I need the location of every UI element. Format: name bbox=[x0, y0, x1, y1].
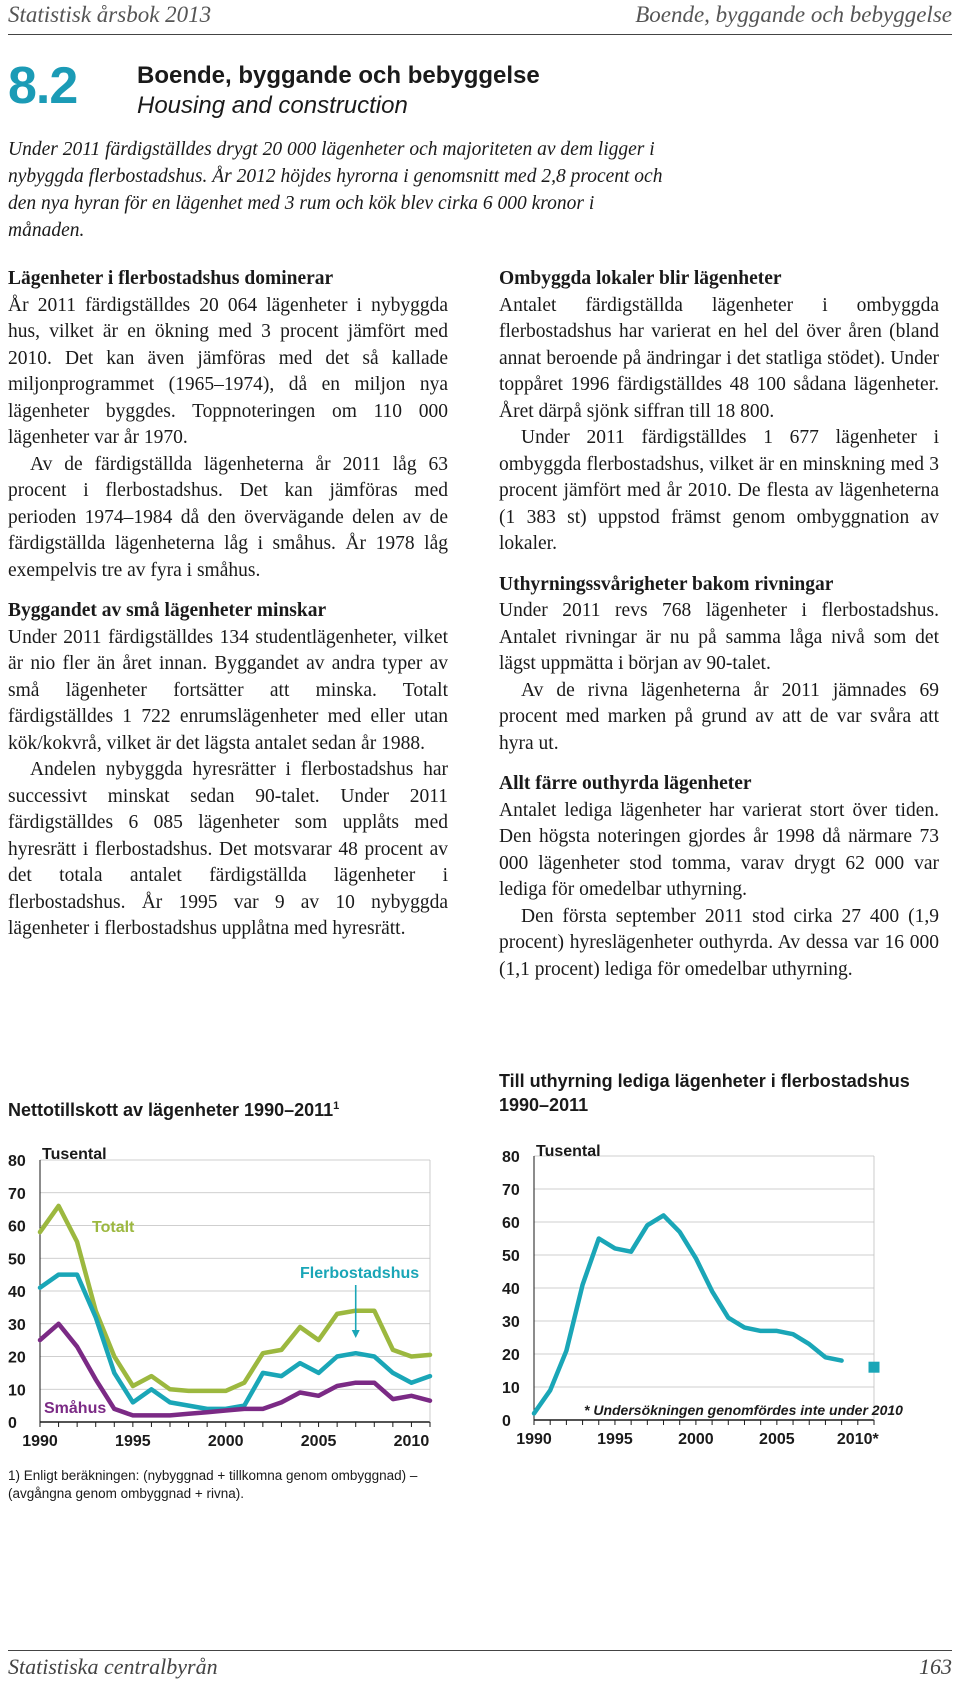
chart1-y-tick-label: 20 bbox=[8, 1349, 26, 1367]
page-number: 163 bbox=[919, 1654, 952, 1679]
paragraph: Av de rivna lägenheterna år 2011 jämnades 69 procent med marken på grund av att de var svåra att hyra ut. bbox=[499, 679, 939, 754]
section-heading: Ombyggda lokaler blir lägenheter bbox=[499, 268, 782, 289]
chart1-x-tick-label: 1995 bbox=[115, 1433, 151, 1450]
chart1-y-tick-label: 30 bbox=[8, 1316, 26, 1334]
chart2-y-tick-label: 50 bbox=[502, 1248, 520, 1265]
chart2-note: * Undersökningen genomfördes inte under 2010 bbox=[584, 1402, 903, 1418]
chart1-x-tick-label: 2000 bbox=[207, 1433, 244, 1450]
chart2-y-tick-label: 30 bbox=[502, 1314, 520, 1331]
chart2-series-line bbox=[534, 1215, 842, 1413]
chart1-y-tick-label: 70 bbox=[8, 1185, 26, 1203]
chart2-marker-2011 bbox=[869, 1362, 880, 1373]
running-header-right: Boende, byggande och bebyggelse bbox=[635, 2, 952, 27]
chart1-x-tick-label: 2010 bbox=[393, 1433, 430, 1450]
chart1-y-tick-label: 10 bbox=[8, 1382, 26, 1400]
chart2-y-tick-label: 20 bbox=[502, 1347, 520, 1364]
chart2-unit-label: Tusental bbox=[536, 1143, 601, 1160]
chart2-y-tick-label: 0 bbox=[502, 1413, 511, 1430]
chart2-x-tick-label: 2000 bbox=[678, 1431, 714, 1448]
chart2-title: Till uthyrning lediga lägenheter i flerbostadshus 1990–2011 bbox=[499, 1071, 910, 1115]
chart1-y-tick-label: 50 bbox=[8, 1251, 26, 1269]
footer-publisher: Statistiska centralbyrån bbox=[8, 1654, 218, 1679]
chart1-y-tick-label: 40 bbox=[8, 1284, 26, 1301]
section-heading: Byggandet av små lägenheter minskar bbox=[8, 600, 327, 621]
paragraph: Under 2011 revs 768 lägenheter i flerbostadshus. Antalet rivningar är nu på samma låga nivå som det lägst uppmätta i början av 90-talet. bbox=[499, 600, 939, 674]
chapter-number: 8.2 bbox=[8, 57, 78, 115]
chart2-x-tick-label: 2005 bbox=[759, 1431, 795, 1448]
chart1-title bbox=[8, 1094, 448, 1122]
chart1-unit-label: Tusental bbox=[42, 1146, 107, 1163]
section-heading: Lägenheter i flerbostadshus dominerar bbox=[8, 268, 334, 289]
section-heading: Allt färre outhyrda lägenheter bbox=[499, 773, 752, 794]
paragraph: År 2011 färdigställdes 20 064 lägenheter i nybyggda hus, vilket är en ökning med 3 procent jämfört med 2010. Det kan även jämföras med det så kallade miljonprogrammet (1965–1974), då en miljon nya lägenheter byggdes. Toppnoteringen om 110 000 lägenheter var år 1970. bbox=[8, 294, 448, 448]
chart1-series-label-flerbostadshus: Flerbostadshus bbox=[300, 1265, 420, 1282]
chart2-svg bbox=[492, 1120, 960, 1460]
header-rule bbox=[8, 34, 952, 35]
chart2-y-tick-labels bbox=[502, 1149, 520, 1430]
chart1-title-text: Nettotillskott av lägenheter 1990–2011 bbox=[8, 1100, 334, 1120]
chart2-x-tick-label: 1990 bbox=[516, 1431, 552, 1448]
chart2-grid bbox=[534, 1156, 874, 1425]
chart1-x-tick-label: 2005 bbox=[300, 1433, 337, 1450]
chart2-y-tick-label: 70 bbox=[502, 1182, 520, 1199]
chart1-y-tick-label: 0 bbox=[8, 1415, 17, 1432]
chart1-title-footnote-marker: 1 bbox=[333, 1100, 340, 1112]
chart-footnote: 1) Enligt beräkningen: (nybyggnad + tillkomna genom ombyggnad) – (avgångna genom ombyggnad + rivna). bbox=[8, 1468, 418, 1501]
chart2-y-tick-label: 80 bbox=[502, 1149, 520, 1166]
right-text-column bbox=[499, 266, 939, 983]
chart2-x-tick-label: 1995 bbox=[597, 1431, 633, 1448]
chart1-series bbox=[40, 1206, 430, 1416]
chart1-arrow-head bbox=[352, 1330, 360, 1338]
paragraph: Under 2011 färdigställdes 1 677 lägenheter i ombyggda flerbostadshus, vilket är en minskning med 3 procent jämfört med år 2010. De flesta av lägenheterna (1 383 st) uppstod främst genom ombyggnation av lokaler. bbox=[499, 427, 939, 554]
chart2-series bbox=[534, 1215, 880, 1413]
chart1-svg bbox=[0, 1120, 470, 1460]
intro-paragraph: Under 2011 färdigställdes drygt 20 000 lägenheter och majoriteten av dem ligger i nybyggda flerbostadshus. År 2012 höjdes hyrorna i genomsnitt med 2,8 procent och den nya hyran för en lägenhet med 3 rum och kök blev cirka 6 000 kronor i månaden. bbox=[8, 139, 663, 241]
chart1-series-label-smahus: Småhus bbox=[44, 1400, 107, 1417]
running-header-left: Statistisk årsbok 2013 bbox=[8, 2, 212, 27]
paragraph: Andelen nybyggda hyresrätter i flerbostadshus har successivt minskat sedan 90-talet. Under 2011 färdigställdes 6 085 lägenheter som upplåts med hyresrätt i flerbostadshus. Det motsvarar 48 procent av det totala antalet färdigställda lägenheter i flerbostadshus. År 1995 var 9 av 10 nybyggda lägenheter i flerbostadshus upplåtna med hyresrätt. bbox=[8, 759, 448, 939]
section-heading: Uthyrningssvårigheter bakom rivningar bbox=[499, 573, 834, 595]
chart2-x-tick-labels bbox=[516, 1431, 879, 1448]
chart1-x-tick-labels bbox=[22, 1433, 429, 1450]
footer-rule bbox=[8, 1650, 952, 1651]
chart1-series-label-totalt: Totalt bbox=[92, 1219, 135, 1236]
chart2-y-tick-label: 40 bbox=[502, 1281, 520, 1298]
paragraph: Den första september 2011 stod cirka 27 400 (1,9 procent) hyreslägenheter outhyrda. Av dessa var 16 000 (1,1 procent) lediga för omedelbar uthyrning. bbox=[499, 905, 939, 980]
left-text-column bbox=[8, 266, 448, 943]
chapter-title: Boende, byggande och bebyggelse bbox=[137, 62, 540, 89]
paragraph: Antalet färdigställda lägenheter i ombyggda flerbostadshus har varierat en hel del över åren (bland annat beroende på ändringar i det statliga stödet). Under toppåret 1996 färdigställdes 48 100 sådana lägenheter. Året därpå sjönk siffran till 18 800. bbox=[499, 294, 939, 422]
chart1-y-tick-labels bbox=[8, 1153, 26, 1432]
chart2-y-tick-label: 10 bbox=[502, 1380, 520, 1397]
chart1-y-tick-label: 60 bbox=[8, 1218, 26, 1236]
chart2-y-tick-label: 60 bbox=[502, 1215, 520, 1232]
chart1-y-tick-label: 80 bbox=[8, 1153, 26, 1170]
paragraph: Antalet lediga lägenheter har varierat stort över tiden. Den högsta noteringen gjordes år 1998 då närmare 73 000 lägenheter stod tomma, varav drygt 62 000 var lediga för omedelbar uthyrning. bbox=[499, 799, 939, 900]
chart2-x-tick-label: 2010* bbox=[836, 1431, 879, 1448]
paragraph: Under 2011 färdigställdes 134 studentlägenheter, vilket är nio fler än året innan. Byggandet av andra typer av små lägenheter fortsätter att minska. Totalt färdigställdes 1 722 enrumslägenheter med eller utan kök/kokvrå, vilket är det lägsta antalet sedan år 1988. bbox=[8, 626, 448, 754]
paragraph: Av de färdigställda lägenheterna år 2011 låg 63 procent i flerbostadshus. Det kan jämföras med perioden 1974–1984 då den övervägande delen av de färdigställda lägenheterna låg i småhus. År 1978 låg exempelvis tre av fyra i småhus. bbox=[8, 453, 448, 581]
chart1-x-tick-label: 1990 bbox=[22, 1433, 58, 1450]
chapter-subtitle: Housing and construction bbox=[137, 92, 408, 119]
